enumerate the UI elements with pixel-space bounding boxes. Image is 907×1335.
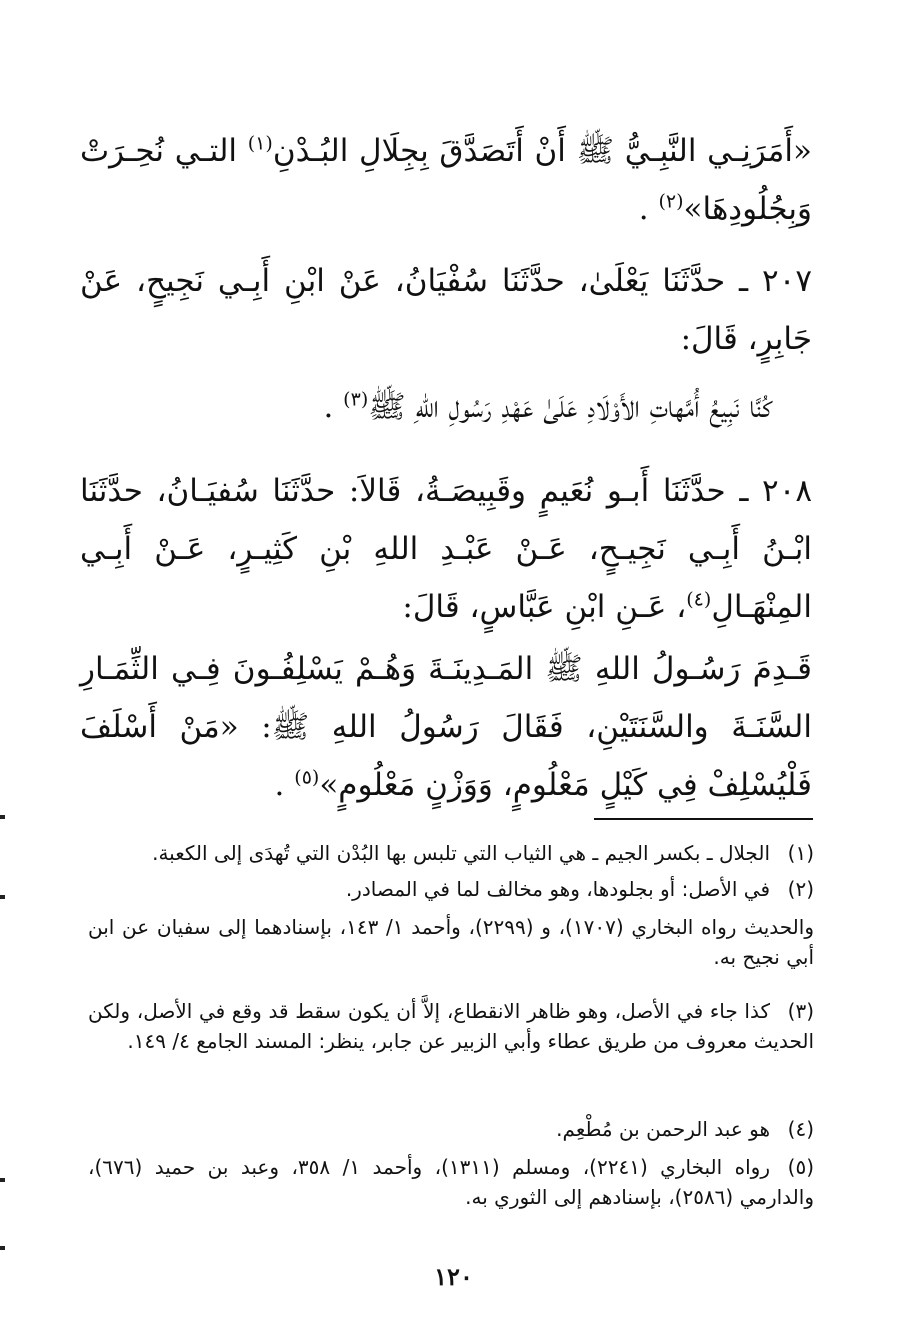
footnote-3-text: كذا جاء في الأصل، وهو ظاهر الانقطاع، إلاَّ أن يكون سقط قد وقع في الأصل، ولكن الحديث معروف من طريق عطاء وأبي الزبير عن جابر، ينظر: المسند الجامع ٤/ ١٤٩. bbox=[88, 999, 814, 1053]
hadith-206-text: «أَمَرَنِـي النَّبِـيُّ ﷺ أَنْ أَتَصَدَّقَ بِجِلَالِ البُـدْنِ bbox=[272, 133, 812, 169]
scan-margin-mark bbox=[0, 1246, 5, 1250]
footnote-ref-3[interactable]: (٣) bbox=[343, 388, 369, 411]
hadith-207-matn-end: . bbox=[323, 389, 344, 425]
hadith-208-isnad bbox=[80, 462, 812, 636]
footnote-3-number: (٣) bbox=[787, 999, 814, 1023]
footnote-3 bbox=[88, 996, 814, 1056]
footnote-5-number: (٥) bbox=[787, 1155, 814, 1179]
footnote-2-text: في الأصل: أو بجلودها، وهو مخالف لما في المصادر. bbox=[345, 877, 770, 901]
footnote-ref-2[interactable]: (٢) bbox=[658, 190, 684, 213]
hadith-206-text-cont: التـي نُحِـرَتْ وَبِجُلُودِهَا» bbox=[80, 133, 812, 227]
footnote-1-text: الجلال ـ بكسر الجيم ـ هي الثياب التي تلبس بها البُدْن التي تُهدَى إلى الكعبة. bbox=[152, 841, 770, 865]
footnote-2-continuation bbox=[88, 912, 814, 972]
hadith-text-206-end bbox=[80, 122, 812, 238]
footnote-4-text: هو عبد الرحمن بن مُطْعِم. bbox=[556, 1117, 770, 1141]
hadith-208-matn-text: قَـدِمَ رَسُـولُ اللهِ ﷺ المَـدِينَـةَ وَهُـمْ يَسْلِفُـونَ فِـي الثِّمَـارِ السَّنَـةَ والسَّنَتَيْنِ، فَقَالَ رَسُولُ اللهِ ﷺ: «مَنْ أَسْلَفَ فَلْيُسْلِفْ فِي كَيْلٍ مَعْلُومٍ، وَوَزْنٍ مَعْلُومٍ» bbox=[80, 651, 812, 803]
hadith-208-isnad-cont: ، عَـنِ ابْنِ عَبَّاسٍ، قَالَ: bbox=[402, 589, 687, 625]
page-number: ١٢٠ bbox=[434, 1262, 473, 1291]
footnote-4-number: (٤) bbox=[787, 1117, 814, 1141]
hadith-208-matn bbox=[80, 640, 812, 814]
footnote-2 bbox=[88, 874, 814, 904]
footnote-5-text: رواه البخاري (٢٢٤١)، ومسلم (١٣١١)، وأحمد ١/ ٣٥٨، وعبد بن حميد (٦٧٦)، والدارمي (٢٥٨٦)، بإسنادهم إلى الثوري به. bbox=[88, 1155, 814, 1209]
hadith-207-isnad-text: ٢٠٧ ـ حدَّثَنَا يَعْلَىٰ، حدَّثَنَا سُفْيَانُ، عَنْ ابْنِ أَبِـي نَجِيحٍ، عَنْ جَابِرٍ، قَالَ: bbox=[80, 263, 812, 357]
footnote-ref-5[interactable]: (٥) bbox=[294, 766, 320, 789]
footnote-ref-1[interactable]: (١) bbox=[247, 132, 273, 155]
hadith-206-end: . bbox=[638, 191, 659, 227]
hadith-208-matn-end: . bbox=[274, 767, 295, 803]
footnote-5 bbox=[88, 1152, 814, 1212]
hadith-207-matn-text: كُنَّا نَبِيعُ أُمَّهاتِ الأَوْلَادِ عَلَىٰ عَهْدِ رَسُولِ اللهِ ﷺ bbox=[368, 389, 772, 425]
scan-margin-mark bbox=[0, 1178, 5, 1182]
footnote-1-number: (١) bbox=[787, 841, 814, 865]
hadith-208-isnad-text: ٢٠٨ ـ حدَّثَنَا أَبـو نُعَيمٍ وقَبِيصَـةُ، قَالاَ: حدَّثَنَا سُفيَـانُ، حدَّثَنَا ابْـنُ أَبِـي نَجِيـحٍ، عَـنْ عَبْـدِ اللهِ بْنِ كَثِيـرٍ، عَـنْ أَبِـي المِنْهَـالِ bbox=[80, 473, 812, 625]
footnote-1 bbox=[88, 838, 814, 868]
footnote-2-cont-text: والحديث رواه البخاري (١٧٠٧)، و (٢٢٩٩)، وأحمد ١/ ١٤٣، بإسنادهما إلى سفيان عن ابن أبي نجيح به. bbox=[88, 915, 814, 969]
hadith-207-isnad bbox=[80, 252, 812, 368]
footnote-ref-4[interactable]: (٤) bbox=[686, 588, 712, 611]
footnote-2-number: (٢) bbox=[787, 877, 814, 901]
footnote-separator bbox=[594, 818, 813, 820]
scan-margin-mark bbox=[0, 815, 5, 819]
hadith-207-matn bbox=[80, 378, 812, 436]
scan-margin-mark bbox=[0, 895, 5, 899]
footnote-4 bbox=[88, 1114, 814, 1144]
